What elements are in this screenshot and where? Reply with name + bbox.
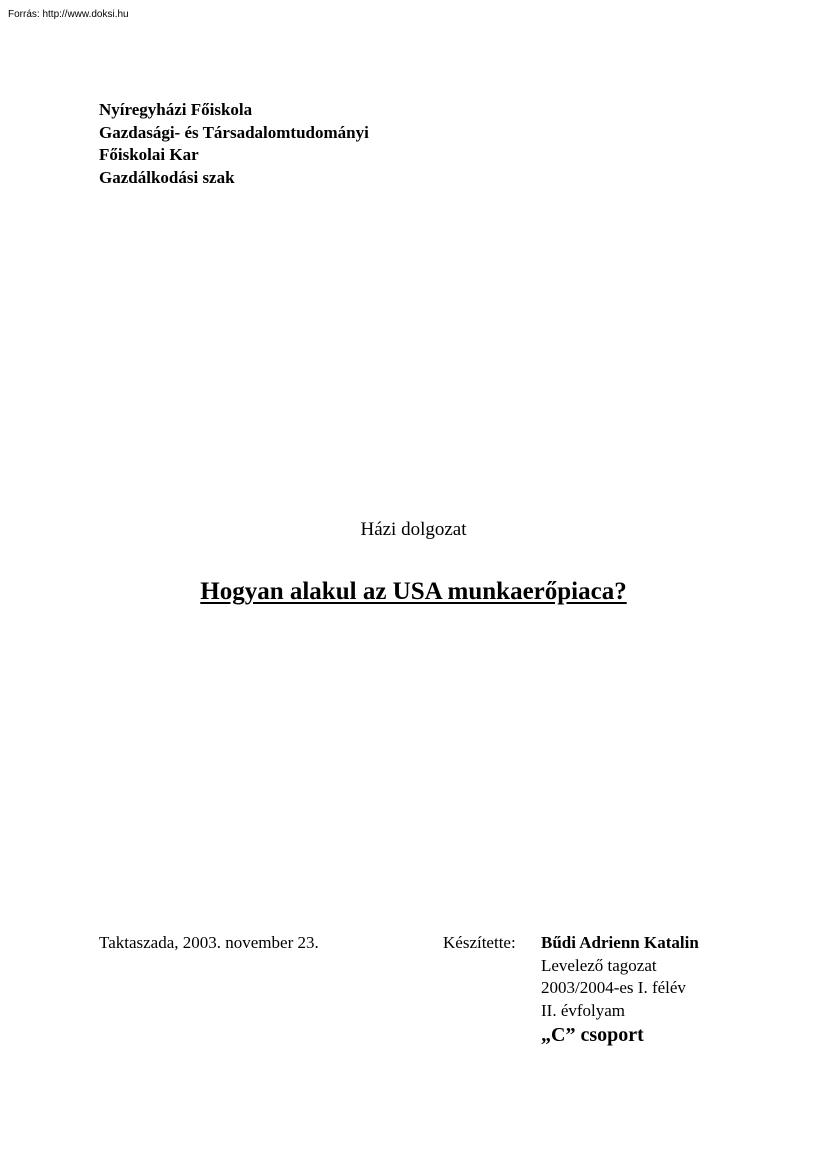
year-of-study: II. évfolyam <box>541 1000 626 1020</box>
author-name: Bűdi Adrienn Katalin <box>541 933 699 952</box>
place-and-date: Taktaszada, 2003. november 23. <box>99 933 319 952</box>
document-title: Hogyan alakul az USA munkaerőpiaca? <box>200 578 627 605</box>
study-mode: Levelező tagozat <box>541 955 657 975</box>
semester: 2003/2004-es I. félév <box>541 978 686 997</box>
source-note: Forrás: http://www.doksi.hu <box>8 9 129 20</box>
document-type: Házi dolgozat <box>360 519 467 540</box>
institution-line-college: Nyíregyházi Főiskola <box>99 100 253 119</box>
institution-line-faculty-cont: Főiskolai Kar <box>99 145 199 164</box>
institution-block <box>99 99 369 189</box>
institution-line-faculty: Gazdasági- és Társadalomtudományi <box>99 122 369 142</box>
prepared-by-label: Készítette: <box>443 933 516 952</box>
student-group: „C” csoport <box>541 1024 644 1046</box>
author-block <box>541 932 699 1048</box>
institution-line-major: Gazdálkodási szak <box>99 167 235 187</box>
